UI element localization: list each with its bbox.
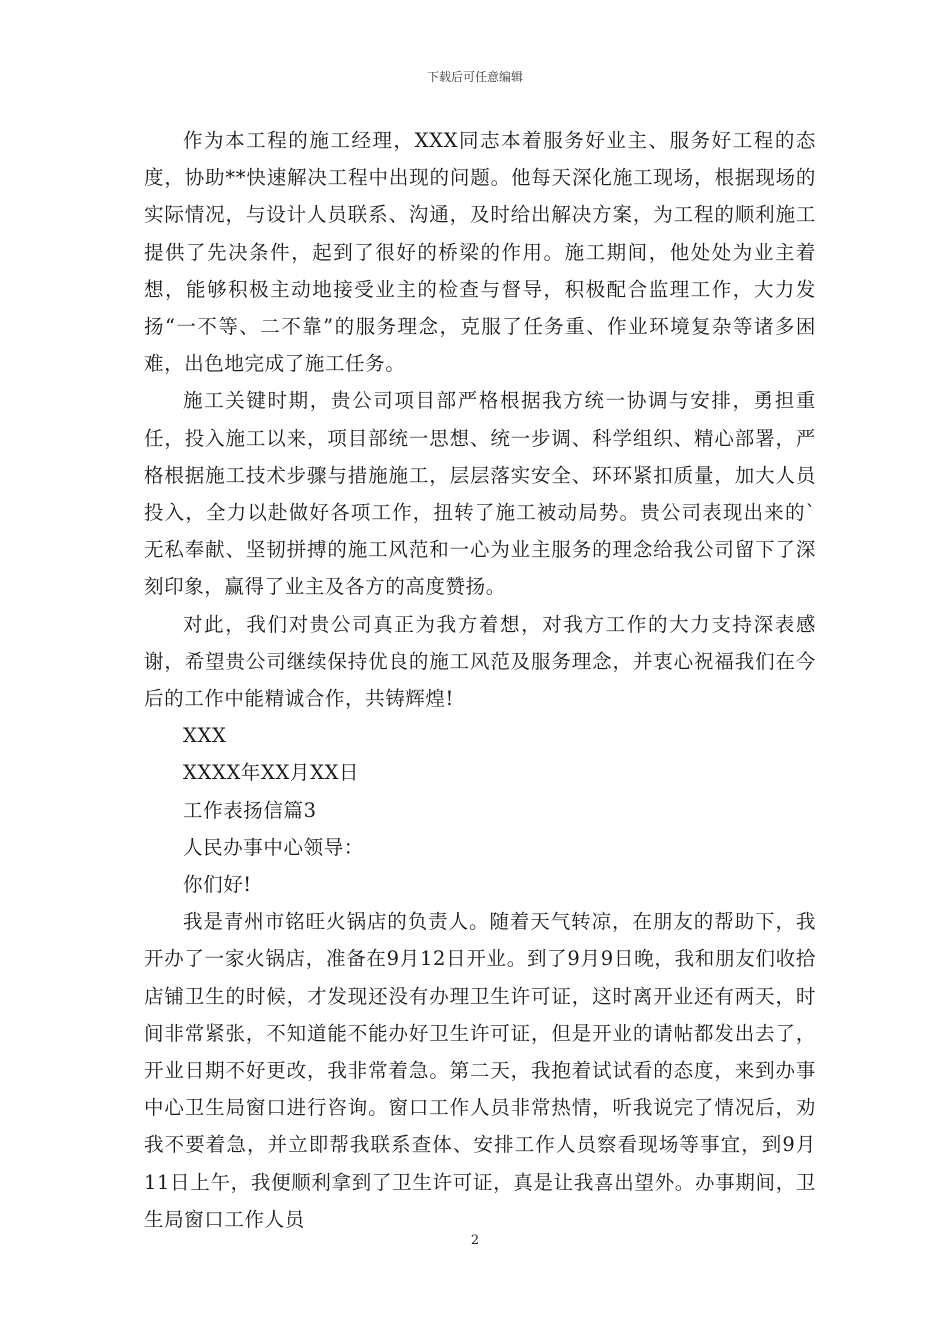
document-body <box>144 122 816 1238</box>
letter-paragraph: 我是青州市铭旺火锅店的负责人。随着天气转凉，在朋友的帮助下，我开办了一家火锅店，准备在9月12日开业。到了9月9日晚，我和朋友们收拾店铺卫生的时候，才发现还没有办理卫生许可证，这时离开业还有两天，时间非常紧张，不知道能不能办好卫生许可证，但是开业的请帖都发出去了，开业日期不好更改，我非常着急。第二天，我抱着试试看的态度，来到办事中心卫生局窗口进行咨询。窗口工作人员非常热情，听我说完了情况后，劝我不要着急，并立即帮我联系查体、安排工作人员察看现场等事宜，到9月11日上午，我便顺利拿到了卫生许可证，真是让我喜出望外。办事期间，卫生局窗口工作人员 <box>144 910 816 1231</box>
greeting: 你们好! <box>183 873 252 897</box>
salutation: 人民办事中心领导： <box>183 835 364 859</box>
signature: XXX <box>183 724 227 748</box>
section-title: 工作表扬信篇3 <box>183 798 317 822</box>
paragraph-1: 作为本工程的施工经理，XXX同志本着服务好业主、服务好工程的态度，协助**快速解决工程中出现的问题。他每天深化施工现场，根据现场的实际情况，与设计人员联系、沟通，及时给出解决方案，为工程的顺利施工提供了先决条件，起到了很好的桥梁的作用。施工期间，他处处为业主着想，能够积极主动地接受业主的检查与督导，积极配合监理工作，大力发扬“一不等、二不靠”的服务理念，克服了任务重、作业环境复杂等诸多困难，出色地完成了施工任务。 <box>144 129 816 376</box>
header-note: 下载后可任意编辑 <box>426 70 523 84</box>
date: XXXX年XX月XX日 <box>183 761 360 785</box>
paragraph-3: 对此，我们对贵公司真正为我方着想，对我方工作的大力支持深表感谢，希望贵公司继续保持优良的施工风范及服务理念，并衷心祝福我们在今后的工作中能精诚合作，共铸辉煌! <box>144 612 816 711</box>
paragraph-2: 施工关键时期，贵公司项目部严格根据我方统一协调与安排，勇担重任，投入施工以来，项目部统一思想、统一步调、科学组织、精心部署，严格根据施工技术步骤与措施施工，层层落实安全、环环紧扣质量，加大人员投入，全力以赴做好各项工作，扭转了施工被动局势。贵公司表现出来的`无私奉献、坚韧拼搏的施工风范和一心为业主服务的理念给我公司留下了深刻印象，赢得了业主及各方的高度赞扬。 <box>144 389 816 599</box>
page-number: 2 <box>470 1233 480 1248</box>
